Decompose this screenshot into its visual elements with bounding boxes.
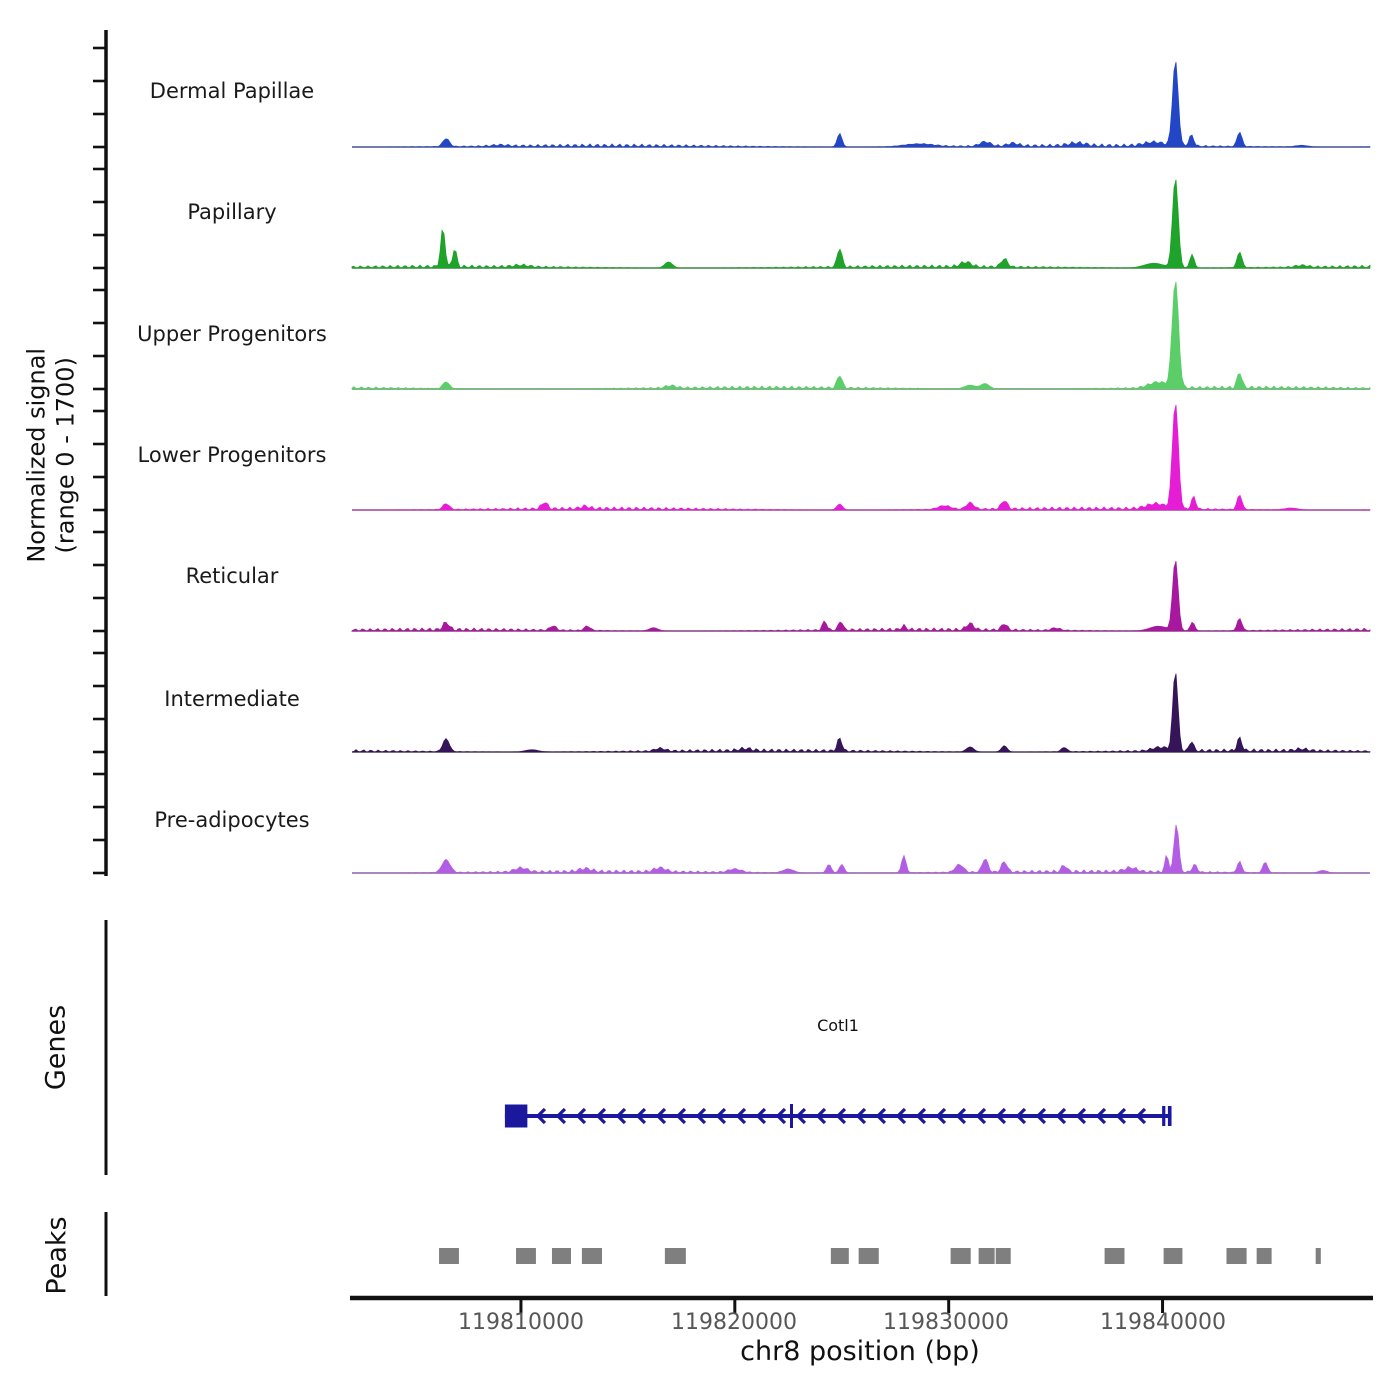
y-axis-title	[23, 255, 82, 655]
peak-interval-box	[1226, 1248, 1246, 1264]
peak-interval-box	[951, 1248, 971, 1264]
gene-end-exon	[1162, 1106, 1165, 1126]
track-label-reticular: Reticular	[185, 564, 279, 588]
peak-interval-box	[665, 1248, 686, 1264]
signal-area-dermal-papillae	[352, 62, 1370, 147]
peak-interval-box	[859, 1248, 879, 1264]
x-axis-title: chr8 position (bp)	[740, 1336, 980, 1367]
gene-end-exon	[1168, 1106, 1172, 1126]
track-label-intermediate: Intermediate	[164, 687, 300, 711]
signal-area-intermediate	[352, 674, 1370, 752]
peak-interval-box	[552, 1248, 571, 1264]
x-tick-label-119840000: 119840000	[1100, 1310, 1226, 1335]
track-label-dermal-papillae: Dermal Papillae	[149, 79, 315, 103]
track-label-pre-adipocytes: Pre-adipocytes	[154, 808, 310, 832]
peak-interval-box	[1316, 1248, 1321, 1264]
peak-interval-box	[1105, 1248, 1125, 1264]
signal-area-pre-adipocytes	[352, 825, 1370, 873]
peak-interval-box	[831, 1248, 849, 1264]
peak-interval-box	[979, 1248, 995, 1264]
gene-name-label: Cotl1	[817, 1016, 859, 1035]
x-tick-label-119830000: 119830000	[883, 1310, 1009, 1335]
track-label-papillary: Papillary	[187, 200, 277, 224]
peak-interval-box	[1257, 1248, 1272, 1264]
peak-interval-box	[516, 1248, 536, 1264]
x-tick-label-119820000: 119820000	[671, 1310, 797, 1335]
peak-interval-box	[996, 1248, 1011, 1264]
peak-interval-box	[439, 1248, 459, 1264]
y-axis-title-line1: Normalized signal	[22, 347, 51, 563]
signal-area-reticular	[352, 561, 1370, 631]
y-axis-title-line2: (range 0 - 1700)	[52, 357, 80, 554]
track-label-lower-progenitors: Lower Progenitors	[137, 443, 327, 467]
signal-area-papillary	[352, 180, 1370, 268]
x-tick-label-119810000: 119810000	[458, 1310, 584, 1335]
peaks-section-label: Peaks	[41, 1216, 73, 1295]
genes-section-label: Genes	[40, 1004, 72, 1091]
gene-exon-block	[505, 1105, 527, 1128]
track-label-upper-progenitors: Upper Progenitors	[137, 322, 327, 346]
signal-area-upper-progenitors	[352, 282, 1370, 389]
signal-area-lower-progenitors	[352, 405, 1370, 510]
peak-interval-box	[1164, 1248, 1183, 1264]
peak-interval-box	[582, 1248, 602, 1264]
